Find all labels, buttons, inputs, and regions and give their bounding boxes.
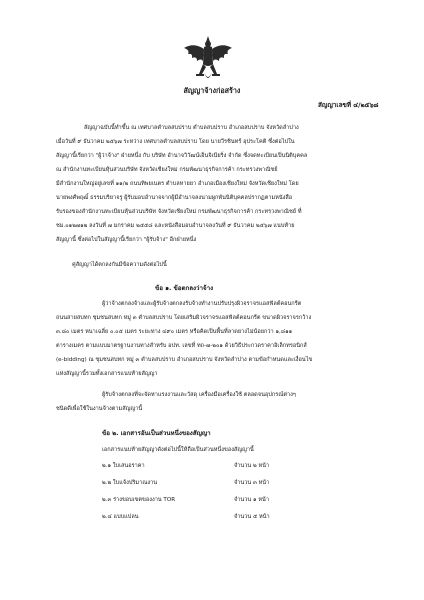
intro-line: สัญญานี้ ซึ่งต่อไปในสัญญานี้เรียกว่า "ผู้รับจ้าง" อีกฝ่ายหนึ่ง bbox=[56, 237, 197, 243]
clause-1-line: ผู้ว่าจ้างตกลงจ้างและผู้รับจ้างตกลงรับจ้างทำงานปรับปรุงผิวจราจรแอสฟัลต์คอนกรีต bbox=[102, 301, 302, 307]
intro-line: สัญญาฉบับนี้ทำขึ้น ณ เทศบาลตำบลสบปราบ ตำบลสบปราบ อำเภอสบปราบ จังหวัดลำปาง bbox=[84, 125, 299, 131]
attachment-label: ๒.๓ ร่างขอบเขตของงาน TOR bbox=[102, 497, 176, 503]
clause-1-line: ถนนสายสบทก ชุมชนสบทก หมู่ ๓ ตำบลสบปราบ โดยเสริมผิวจราจรแอสฟัลต์คอนกรีต ขนาดผิวจราจรกว้าง bbox=[56, 315, 312, 321]
clause-1-heading: ข้อ ๑. ข้อตกลงว่าจ้าง bbox=[155, 285, 214, 292]
intro-line: ณ สำนักงานทะเบียนหุ้นส่วนบริษัท จังหวัดเชียงใหม่ กรมพัฒนาธุรกิจการค้า กระทรวงพาณิชย์ bbox=[56, 167, 278, 173]
clause-1-line: ตารางเมตร ตามแบบมาตรฐานงานทางสำหรับ อปท. เลขที่ ทถ-๗-๒๐๑ ด้วยวิธีประกวดราคาอิเล็กทรอนิกส์ bbox=[56, 343, 307, 349]
attachment-label: ๒.๑ ใบเสนอราคา bbox=[102, 463, 145, 469]
garuda-emblem-icon bbox=[182, 34, 234, 84]
agreement-line: คู่สัญญาได้ตกลงกันมีข้อความดังต่อไปนี้ bbox=[72, 262, 167, 268]
attachment-count: จำนวน ๕ หน้า bbox=[234, 514, 270, 520]
clause-1-line: แห่งสัญญานี้รวมทั้งเอกสารแนบท้ายสัญญา bbox=[56, 371, 158, 377]
clause-1-para2-line: ชนิดดีเพื่อใช้ในงานจ้างตามสัญญานี้ bbox=[56, 406, 143, 412]
intro-line: มีสำนักงานใหญ่อยู่เลขที่ ๑๑/๒ ถนนทิพยเนตร ตำบลหายยา อำเภอเมืองเชียงใหม่ จังหวัดเชียงใหม่ โดย bbox=[56, 181, 299, 187]
attachment-count: จำนวน ๓ หน้า bbox=[234, 480, 270, 486]
intro-line: รับรองของสำนักงานทะเบียนหุ้นส่วนบริษัท จังหวัดเชียงใหม่ กรมพัฒนาธุรกิจการค้า กระทรวงพาณิชย์ ที่ bbox=[56, 209, 302, 215]
attachment-count: จำนวน ๒ หน้า bbox=[234, 463, 270, 469]
intro-line: สัญญานี้เรียกว่า "ผู้ว่าจ้าง" ฝ่ายหนึ่ง กับ บริษัท อำนาจวิวัฒน์เอ็นจิเนียริ่ง จำกัด ซึ่งจดทะเบียนเป็นนิติบุคคล bbox=[56, 153, 308, 159]
attachment-count: จำนวน ๑ หน้า bbox=[234, 497, 269, 503]
attachment-label: ๒.๔ แบบแปลน bbox=[102, 514, 139, 520]
attachment-label: ๒.๒ ใบแจ้งปริมาณงาน bbox=[102, 480, 158, 486]
intro-line: นายพงศ์พฤฒิ์ ธรรมบริยาจรู ผู้รับมอบอำนาจจากผู้มีอำนาจลงนามผูกพันนิติบุคคลปรากฏตามหนังสือ bbox=[56, 195, 293, 201]
contract-number: สัญญาเลขที่ ๔/๒๕๖๘ bbox=[318, 101, 379, 109]
document-title: สัญญาจ้างก่อสร้าง bbox=[183, 86, 241, 95]
clause-1-line: (e-bidding) ณ ชุมชนสบทก หมู่ ๓ ตำบลสบปราบ อำเภอสบปราบ จังหวัดลำปาง ตามข้อกำหนดและเงื่อนไข bbox=[56, 357, 313, 363]
intro-line: เมื่อวันที่ ๙ ธันวาคม ๒๕๖๗ ระหว่าง เทศบาลตำบลสบปราบ โดย นายวีรชินทร์ อุประโคติ ซึ่งต่อไปใน bbox=[56, 139, 295, 145]
intro-line: ชม.๐๑๒๗๑๒ ลงวันที่ ๗ มกราคม ๒๕๕๘ และหนังสือมอบอำนาจลงวันที่ ๙ ธันวาคม ๒๕๖๗ แนบท้าย bbox=[56, 223, 295, 229]
clause-1-para2-line: ผู้รับจ้างตกลงที่จะจัดหาแรงงานและวัสดุ เครื่องมือเครื่องใช้ ตลอดจนอุปกรณ์ต่างๆ bbox=[102, 392, 296, 398]
clause-2-heading: ข้อ ๒. เอกสารอันเป็นส่วนหนึ่งของสัญญา bbox=[102, 430, 211, 437]
clause-1-line: ๓.๘๐ เมตร หนาเฉลี่ย ๐.๐๕ เมตร ระยะทาง ๔๙๐ เมตร หรือคิดเป็นพื้นที่ลาดยางไม่น้อยกว่า ๑,๘๑๑ bbox=[56, 329, 293, 335]
clause-2-intro: เอกสารแนบท้ายสัญญาดังต่อไปนี้ให้ถือเป็นส่วนหนึ่งของสัญญานี้ bbox=[102, 447, 254, 453]
